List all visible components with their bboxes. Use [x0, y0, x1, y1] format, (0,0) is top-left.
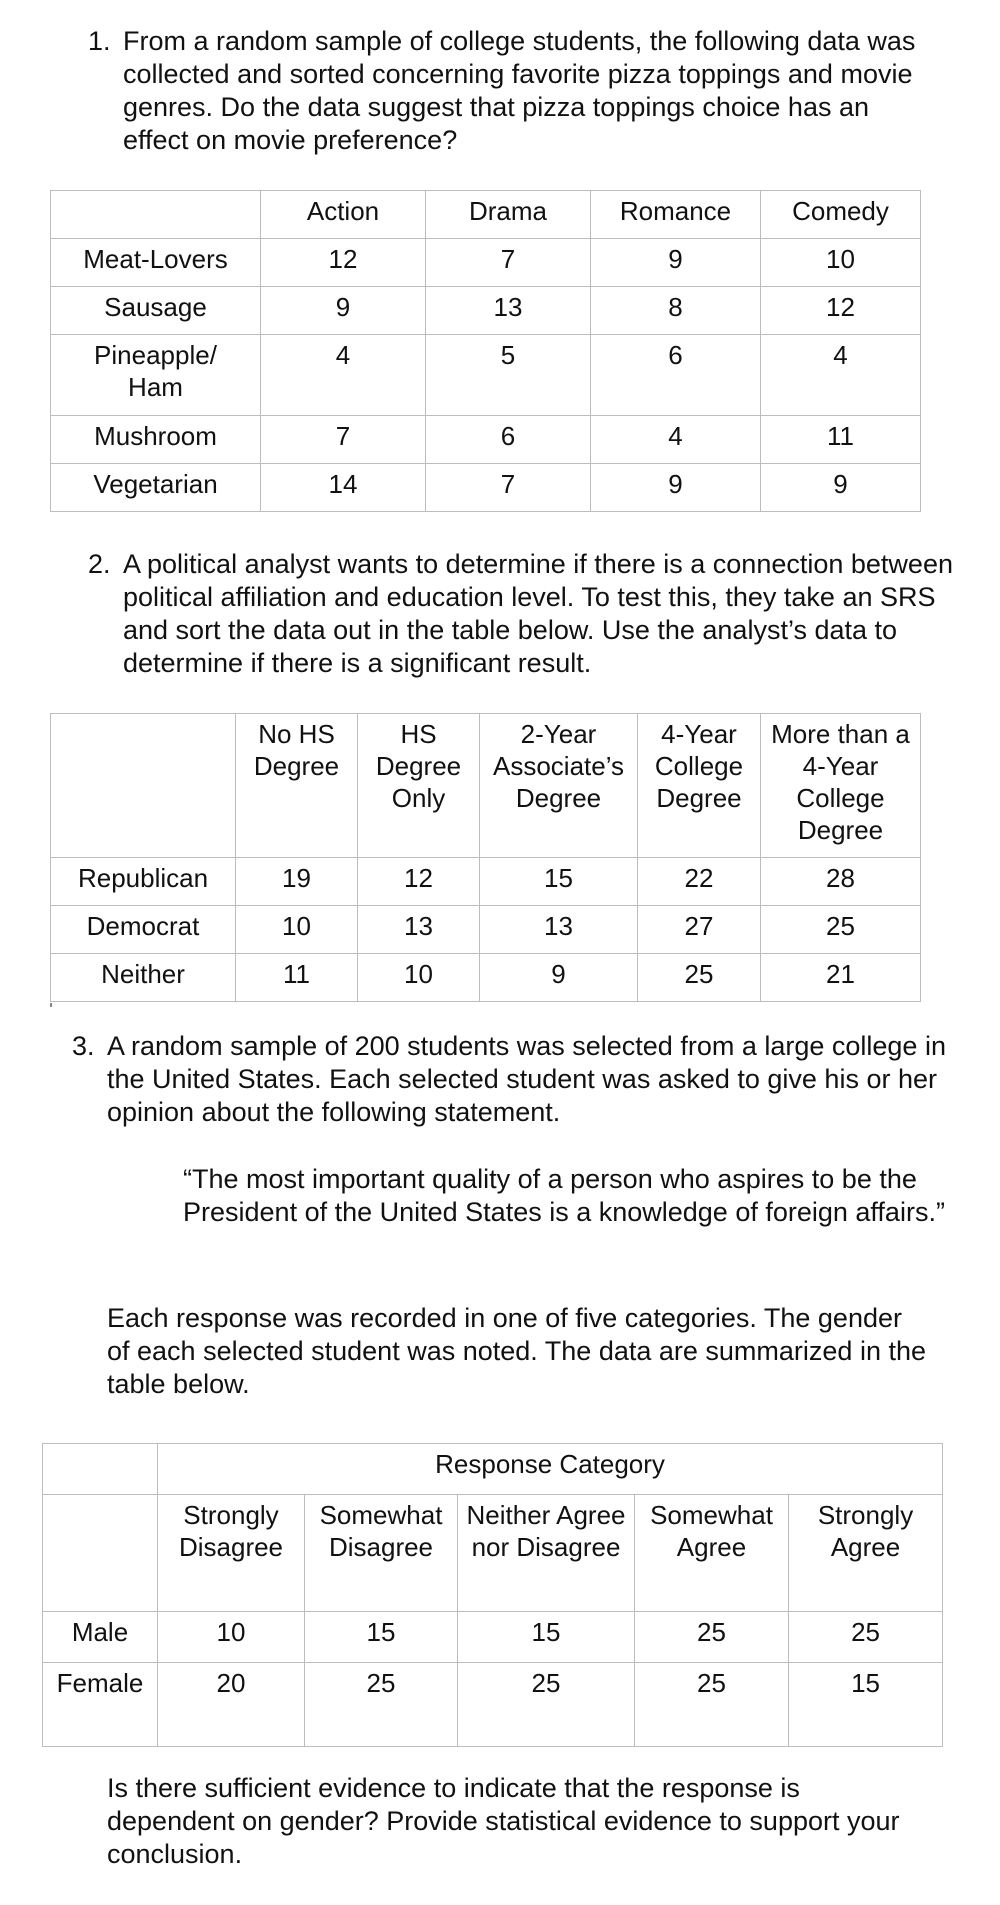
question-1-text: From a random sample of college students, the following data was collected and sorted concerning favorite pizza toppings and movie genres. Do the data suggest that pizza toppings choice has an effect on movie preference?: [123, 26, 916, 155]
blank-corner-cell: [43, 1444, 158, 1495]
header-cell: Drama: [426, 191, 591, 239]
header-cell: Romance: [591, 191, 761, 239]
gender-response-table: [42, 1443, 943, 1747]
row-label: Neither: [51, 954, 236, 1002]
table-row: [51, 858, 921, 906]
table-cell: 4: [591, 416, 761, 464]
table-row: [51, 239, 921, 287]
pizza-movie-table: [50, 190, 921, 512]
table-cell: 12: [761, 287, 921, 335]
table-header-row: [43, 1495, 943, 1612]
group-header: Response Category: [158, 1444, 943, 1495]
question-3-number: 3.: [72, 1031, 95, 1061]
table-row: [51, 335, 921, 416]
header-cell: No HS Degree: [236, 714, 358, 858]
table-cell: 12: [261, 239, 426, 287]
question-2-text: A political analyst wants to determine if there is a connection between political affiliation and education level. To test this, they take an SRS and sort the data out in the table below. Use the analyst’s data to determine if there is a significant result.: [123, 549, 953, 678]
table-header-row: [51, 191, 921, 239]
table-cell: 9: [591, 239, 761, 287]
table-cell: 5: [426, 335, 591, 416]
table-row: [51, 954, 921, 1002]
table-row: [43, 1663, 943, 1747]
group-header-row: [43, 1444, 943, 1495]
question-3: [72, 1030, 972, 1129]
table-cell: 9: [591, 464, 761, 512]
header-cell: Somewhat Disagree: [305, 1495, 458, 1612]
table-cell: 15: [480, 858, 638, 906]
question-3-text: A random sample of 200 students was selected from a large college in the United States. Each selected student was asked to give his or her opinion about the following statement.: [107, 1031, 946, 1127]
row-label: Republican: [51, 858, 236, 906]
question-2-number: 2.: [88, 549, 111, 579]
header-cell: More than a 4-Year College Degree: [761, 714, 921, 858]
table-header-row: [51, 714, 921, 858]
table-cell: 9: [761, 464, 921, 512]
row-label: Female: [43, 1663, 158, 1747]
header-cell: [51, 191, 261, 239]
table-cell: 4: [761, 335, 921, 416]
header-cell: Strongly Disagree: [158, 1495, 305, 1612]
table-cell: 22: [638, 858, 761, 906]
table-cell: 19: [236, 858, 358, 906]
closing-question: Is there sufficient evidence to indicate that the response is dependent on gender? Provide statistical evidence to support your conclusion.: [107, 1773, 900, 1869]
table-cell: 14: [261, 464, 426, 512]
table-row: [51, 464, 921, 512]
header-cell: [43, 1495, 158, 1612]
table-cell: 25: [638, 954, 761, 1002]
table-cell: 13: [480, 906, 638, 954]
table-cell: 25: [789, 1612, 943, 1663]
question-2: [88, 548, 958, 680]
table-cell: 13: [426, 287, 591, 335]
question-1: [88, 25, 928, 157]
row-label: Sausage: [51, 287, 261, 335]
table-cell: 10: [761, 239, 921, 287]
table-cell: 25: [635, 1612, 789, 1663]
row-label: Meat-Lovers: [51, 239, 261, 287]
header-cell: Somewhat Agree: [635, 1495, 789, 1612]
row-label: Mushroom: [51, 416, 261, 464]
table-cell: 11: [761, 416, 921, 464]
table-cell: 15: [458, 1612, 635, 1663]
header-cell: [51, 714, 236, 858]
table-cell: 28: [761, 858, 921, 906]
header-cell: 4-Year College Degree: [638, 714, 761, 858]
header-cell: Strongly Agree: [789, 1495, 943, 1612]
table-cell: 9: [480, 954, 638, 1002]
table-cell: 21: [761, 954, 921, 1002]
table-cell: 7: [426, 464, 591, 512]
table-row: [51, 906, 921, 954]
row-label: Vegetarian: [51, 464, 261, 512]
response-description: Each response was recorded in one of five categories. The gender of each selected student was noted. The data are summarized in the table below.: [107, 1303, 926, 1399]
politics-education-table: [50, 713, 921, 1002]
table-cell: 25: [635, 1663, 789, 1747]
table-cell: 15: [789, 1663, 943, 1747]
table-cell: 15: [305, 1612, 458, 1663]
table-cell: 13: [358, 906, 480, 954]
table-cell: 11: [236, 954, 358, 1002]
quoted-statement: “The most important quality of a person who aspires to be the President of the United States is a knowledge of foreign affairs.”: [183, 1164, 945, 1227]
table-cell: 9: [261, 287, 426, 335]
table-cell: 25: [305, 1663, 458, 1747]
header-cell: 2-Year Associate’s Degree: [480, 714, 638, 858]
table-cell: 4: [261, 335, 426, 416]
table-cell: 25: [458, 1663, 635, 1747]
table-cell: 12: [358, 858, 480, 906]
table-cell: 7: [426, 239, 591, 287]
header-cell: Comedy: [761, 191, 921, 239]
table-cell: 6: [591, 335, 761, 416]
stray-mark: [50, 1003, 52, 1007]
table-row: [43, 1612, 943, 1663]
table-row: [51, 287, 921, 335]
question-1-number: 1.: [88, 26, 111, 56]
table-cell: 10: [236, 906, 358, 954]
table-cell: 10: [358, 954, 480, 1002]
row-label: Pineapple/ Ham: [51, 335, 261, 416]
table-cell: 20: [158, 1663, 305, 1747]
row-label: Male: [43, 1612, 158, 1663]
header-cell: Action: [261, 191, 426, 239]
table-cell: 10: [158, 1612, 305, 1663]
table-cell: 27: [638, 906, 761, 954]
table-cell: 7: [261, 416, 426, 464]
table-cell: 8: [591, 287, 761, 335]
table-row: [51, 416, 921, 464]
header-cell: HS Degree Only: [358, 714, 480, 858]
row-label: Democrat: [51, 906, 236, 954]
table-cell: 6: [426, 416, 591, 464]
header-cell: Neither Agree nor Disagree: [458, 1495, 635, 1612]
table-cell: 25: [761, 906, 921, 954]
